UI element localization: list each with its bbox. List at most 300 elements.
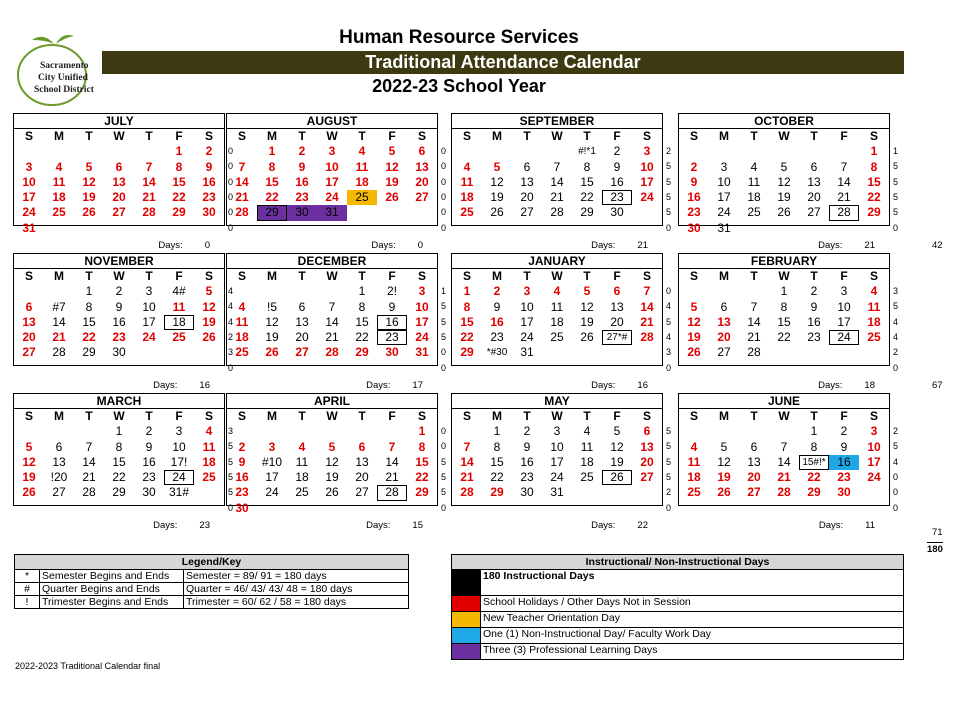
day-cell (347, 221, 377, 236)
day-cell: 13 (610, 299, 624, 314)
day-cell: 4 (870, 284, 878, 299)
day-cell: 18 (164, 315, 194, 330)
day-cell: 19 (610, 454, 624, 469)
day-cell (709, 284, 739, 299)
day-cell: 17 (520, 314, 534, 329)
day-cell: 17 (325, 174, 339, 189)
days-value: 21 (637, 240, 648, 251)
week-count: 5 (893, 207, 899, 218)
day-cell: 6 (750, 439, 758, 454)
day-cell: 12 (22, 454, 36, 469)
weekday-header: W (113, 269, 125, 283)
day-cell: 28 (142, 205, 156, 220)
legend-desc: Trimester Begins and Ends (40, 596, 184, 608)
weekday-header: S (689, 269, 698, 283)
days-count (211, 240, 423, 251)
day-cell: 19 (687, 330, 701, 345)
week-count: 0 (228, 502, 234, 513)
week-count: 1 (441, 286, 447, 296)
day-cell: 26 (385, 190, 399, 205)
days-value: 16 (199, 380, 210, 391)
day-cell: 21 (460, 470, 474, 485)
week-count: 4 (666, 331, 672, 342)
day-cell: 31 (317, 205, 347, 220)
day-cell (377, 205, 407, 220)
weekday-header: M (492, 409, 502, 423)
day-cell: 15 (82, 314, 96, 329)
day-cell: *#30 (486, 347, 508, 359)
day-cell: 19 (82, 190, 96, 205)
day-cell: 31 (717, 220, 731, 235)
day-cell (769, 144, 799, 159)
week-count: 0 (441, 362, 447, 373)
day-cell: 15 (580, 174, 594, 189)
weekday-header: T (583, 269, 591, 283)
day-cell: 21 (837, 190, 851, 205)
week-count: 5 (441, 331, 447, 342)
weekday-header: S (462, 269, 471, 283)
day-cell: 20 (112, 190, 126, 205)
day-cell: 18 (550, 314, 564, 329)
day-cell (44, 221, 74, 236)
days-label: Days: (153, 520, 178, 531)
day-cell (377, 424, 407, 439)
weekday-header: F (388, 409, 396, 423)
day-cell: 7 (643, 284, 651, 299)
day-cell (14, 361, 44, 376)
day-cell (347, 361, 377, 376)
day-cell: 11 (172, 299, 186, 314)
day-cell: 16 (202, 174, 216, 189)
day-cell: 26 (777, 205, 791, 220)
day-cell (572, 221, 602, 236)
day-cell: 14 (325, 314, 339, 329)
day-cell (407, 221, 437, 236)
day-cell: 20 (520, 190, 534, 205)
day-cell: 1 (810, 424, 818, 439)
day-cell: 11 (747, 174, 761, 189)
day-cell: 18 (747, 190, 761, 205)
day-cell (632, 361, 662, 376)
day-cell: 1 (268, 144, 276, 159)
week-count: 3 (228, 426, 234, 436)
day-cell: 27 (807, 205, 821, 220)
key-label: 180 Instructional Days (483, 570, 595, 582)
weekday-header: F (840, 269, 848, 283)
day-cell (572, 361, 602, 376)
day-cell: 28 (777, 485, 791, 500)
day-cell: 24 (142, 330, 156, 345)
day-cell: 3 (840, 284, 848, 299)
day-cell (347, 205, 377, 220)
weekday-header: S (417, 409, 426, 423)
day-cell: 4 (463, 159, 471, 174)
day-cell (829, 501, 859, 516)
day-cell: 30 (202, 205, 216, 220)
day-cell: 18 (52, 190, 66, 205)
week-count: 0 (228, 222, 234, 233)
days-count (211, 520, 423, 531)
day-cell: 11 (460, 174, 474, 189)
weekday-header: S (642, 409, 651, 423)
day-cell: 4# (172, 284, 186, 299)
day-cell: 9 (388, 299, 396, 314)
day-cell: 15 (460, 314, 474, 329)
day-cell: 10 (22, 174, 36, 189)
day-cell: 5 (493, 159, 501, 174)
week-count: 0 (228, 161, 234, 172)
day-cell (542, 501, 572, 516)
day-cell (257, 361, 287, 376)
weekday-header: T (358, 129, 366, 143)
day-cell: 13 (807, 174, 821, 189)
day-cell: 8 (463, 299, 471, 314)
day-cell: 4 (553, 284, 561, 299)
day-cell: 2 (205, 144, 213, 159)
day-cell (632, 205, 662, 220)
day-cell (572, 345, 602, 360)
week-count: 0 (441, 222, 447, 233)
day-cell: 1 (175, 144, 183, 159)
week-count: 5 (441, 487, 447, 498)
day-cell: 12 (610, 439, 624, 454)
day-cell (709, 144, 739, 159)
day-cell (317, 221, 347, 236)
day-cell: 29 (172, 205, 186, 220)
day-cell: 13 (22, 314, 36, 329)
day-cell: 27 (717, 345, 731, 360)
weekday-header: F (840, 409, 848, 423)
day-cell: 26 (82, 205, 96, 220)
days-label: Days: (818, 520, 844, 531)
day-cell: 12 (385, 159, 399, 174)
day-cell (859, 361, 889, 376)
day-cell: 14 (52, 314, 66, 329)
day-cell: 28 (377, 485, 407, 500)
svg-text:City Unified: City Unified (38, 73, 88, 83)
day-cell: 21 (385, 470, 399, 485)
day-cell (512, 501, 542, 516)
day-cell (44, 284, 74, 299)
day-cell: #!*1 (578, 146, 596, 158)
day-cell (257, 284, 287, 299)
day-cell (377, 361, 407, 376)
day-cell: 24 (164, 470, 194, 485)
day-cell: 23 (490, 330, 504, 345)
day-cell: #7 (52, 299, 66, 314)
month-name: SEPTEMBER (452, 114, 662, 129)
day-cell (377, 501, 407, 516)
day-cell: 20 (22, 330, 36, 345)
weekday-header: F (175, 129, 183, 143)
day-cell: 27 (415, 190, 429, 205)
day-cell (859, 345, 889, 360)
day-cell: 29 (82, 345, 96, 360)
week-count: 0 (666, 362, 672, 373)
day-cell (829, 221, 859, 236)
day-cell: 20 (415, 174, 429, 189)
month-name: FEBRUARY (679, 254, 889, 269)
day-cell: 3 (643, 144, 651, 159)
weekday-header: M (267, 409, 277, 423)
day-cell (769, 361, 799, 376)
day-cell: 2 (523, 424, 531, 439)
weekday-header: W (778, 269, 790, 283)
week-count: 0 (228, 362, 234, 373)
legend-symbol: ! (15, 596, 40, 608)
day-cell: 13 (52, 454, 66, 469)
day-cell: 7 (238, 159, 246, 174)
day-cell: 22 (867, 190, 881, 205)
day-cell (602, 345, 632, 360)
day-cell: 20 (717, 330, 731, 345)
key-row (452, 612, 903, 628)
day-cell (317, 284, 347, 299)
day-cell: 1 (493, 424, 501, 439)
day-cell: 17 (265, 470, 279, 485)
day-cell: 12 (490, 174, 504, 189)
weekday-header: W (113, 129, 125, 143)
day-cell: 20 (747, 470, 761, 485)
days-count (0, 520, 210, 531)
day-cell (452, 424, 482, 439)
day-cell: 10 (325, 159, 339, 174)
day-cell (104, 361, 134, 376)
day-cell: 30 (610, 205, 624, 220)
day-cell: 3 (175, 424, 183, 439)
day-cell (194, 501, 224, 516)
day-cell (347, 424, 377, 439)
day-cell (799, 221, 829, 236)
day-cell: 11 (550, 299, 564, 314)
day-cell (602, 501, 632, 516)
day-cell: 16 (687, 190, 701, 205)
day-cell (602, 485, 632, 500)
day-cell (859, 221, 889, 236)
day-cell (407, 501, 437, 516)
day-cell: 13 (355, 454, 369, 469)
day-cell: 26 (602, 470, 632, 485)
day-cell: 1 (870, 144, 878, 159)
day-cell (194, 221, 224, 236)
day-cell: 15 (172, 174, 186, 189)
day-cell: 22 (807, 470, 821, 485)
day-cell: 30 (837, 485, 851, 500)
days-label: Days: (366, 380, 391, 391)
legend-row (15, 596, 408, 608)
week-count: 5 (666, 426, 672, 436)
day-cell: 23 (377, 330, 407, 345)
week-count: 5 (441, 301, 447, 312)
day-cell: 29 (807, 485, 821, 500)
weekday-header: M (492, 269, 502, 283)
week-count: 0 (666, 502, 672, 513)
day-cell: 11 (202, 439, 216, 454)
page-title: Human Resource Services (339, 27, 579, 48)
day-cell (829, 144, 859, 159)
day-cell: 22 (82, 330, 96, 345)
day-cell: 3 (328, 144, 336, 159)
weekday-header: F (840, 129, 848, 143)
weekday-header: T (750, 129, 758, 143)
day-cell: 19 (265, 330, 279, 345)
day-cell (542, 345, 572, 360)
day-cell (632, 221, 662, 236)
week-count: 5 (441, 456, 447, 467)
day-cell: 5 (388, 144, 396, 159)
day-cell: 10 (867, 439, 881, 454)
days-count (436, 240, 648, 251)
day-cell (74, 424, 104, 439)
day-cell (799, 345, 829, 360)
day-cell: 14 (777, 454, 791, 469)
day-cell (679, 501, 709, 516)
day-cell: 19 (580, 314, 594, 329)
weekday-header: S (462, 129, 471, 143)
day-cell (769, 345, 799, 360)
day-cell: 28 (640, 330, 654, 345)
day-cell: 28 (235, 205, 249, 220)
week-count: 0 (441, 191, 447, 202)
week-count: 5 (441, 471, 447, 482)
day-cell: 8 (418, 439, 426, 454)
day-cell: 24 (550, 470, 564, 485)
day-cell: 27*# (602, 330, 632, 345)
day-cell: 6 (720, 299, 728, 314)
day-cell: 22 (777, 330, 791, 345)
day-cell: 23 (112, 330, 126, 345)
day-cell (227, 284, 257, 299)
weekday-header: T (810, 129, 818, 143)
day-cell: 28 (82, 485, 96, 500)
day-cell: 26 (22, 485, 36, 500)
svg-text:Sacramento: Sacramento (40, 61, 89, 71)
week-count: 2 (228, 331, 234, 342)
weekday-header: T (145, 129, 153, 143)
day-cell: 12 (717, 454, 731, 469)
weekday-header: W (326, 409, 338, 423)
week-count: 5 (666, 176, 672, 187)
day-cell (134, 501, 164, 516)
day-cell (452, 221, 482, 236)
day-cell (739, 501, 769, 516)
legend-symbol: * (15, 570, 40, 582)
day-cell: 8 (268, 159, 276, 174)
month-august (226, 113, 438, 226)
day-cell: 19 (385, 174, 399, 189)
day-cell: 28 (747, 345, 761, 360)
week-count: 0 (893, 471, 899, 482)
day-cell: 10 (640, 159, 654, 174)
day-cell: 2 (238, 439, 246, 454)
week-count: 5 (893, 161, 899, 172)
week-count: 0 (893, 362, 899, 373)
day-cell: 2 (115, 284, 123, 299)
school-year: 2022-23 School Year (372, 76, 546, 96)
day-cell: 18 (295, 470, 309, 485)
days-value: 17 (412, 380, 423, 391)
day-cell (829, 361, 859, 376)
day-cell: 5 (205, 284, 213, 299)
day-cell: 24 (325, 190, 339, 205)
day-cell: 30 (687, 220, 701, 235)
day-cell: 8 (115, 439, 123, 454)
day-cell (317, 361, 347, 376)
month-name: APRIL (227, 394, 437, 409)
day-cell: 6 (298, 299, 306, 314)
day-cell: 17 (640, 174, 654, 189)
week-count: 5 (893, 441, 899, 452)
days-value: 21 (864, 240, 875, 251)
week-count: 0 (441, 426, 447, 436)
week-count: 5 (893, 301, 899, 312)
day-cell: 27 (355, 485, 369, 500)
day-cell: 29 (257, 205, 287, 220)
weekday-header: T (85, 269, 93, 283)
day-cell: 6 (418, 144, 426, 159)
day-cell (859, 501, 889, 516)
weekday-header: M (267, 129, 277, 143)
week-count: 4 (893, 331, 899, 342)
day-cell: 30 (142, 485, 156, 500)
week-count: 0 (441, 146, 447, 156)
day-cell: 17 (867, 454, 881, 469)
day-cell: 25 (747, 205, 761, 220)
day-cell: 31 (22, 220, 36, 235)
day-cell: 9 (238, 454, 246, 469)
day-cell: 22 (265, 190, 279, 205)
day-cell: 15 (355, 314, 369, 329)
day-cell: 28 (829, 205, 859, 220)
day-cell: 29 (580, 205, 594, 220)
weekday-header: M (719, 269, 729, 283)
month-name: NOVEMBER (14, 254, 224, 269)
day-cell: 25 (172, 330, 186, 345)
weekday-header: T (523, 409, 531, 423)
key-row (452, 570, 903, 596)
day-cell (482, 144, 512, 159)
week-count: 0 (441, 441, 447, 452)
days-label: Days: (591, 520, 616, 531)
day-cell: 19 (490, 190, 504, 205)
day-cell: #10 (261, 454, 283, 469)
weekday-header: T (358, 409, 366, 423)
day-cell: 10 (717, 174, 731, 189)
week-count: 4 (893, 316, 899, 327)
week-count: 0 (441, 207, 447, 218)
day-cell: 11 (867, 299, 881, 314)
legend-value: Semester = 89/ 91 = 180 days (186, 570, 327, 582)
day-cell: 17 (22, 190, 36, 205)
day-cell (859, 485, 889, 500)
day-cell (407, 361, 437, 376)
color-swatch (452, 644, 481, 659)
day-cell: 21 (640, 314, 654, 329)
day-cell: 15 (867, 174, 881, 189)
day-cell: 14 (550, 174, 564, 189)
day-cell: 22 (580, 190, 594, 205)
day-cell: 23 (202, 190, 216, 205)
weekday-header: S (204, 269, 213, 283)
day-cell (104, 501, 134, 516)
week-count: 3 (228, 347, 234, 358)
day-cell: 9 (810, 299, 818, 314)
day-cell: 30 (235, 500, 249, 515)
day-cell: 24 (640, 190, 654, 205)
day-cell (512, 361, 542, 376)
day-cell: 4 (298, 439, 306, 454)
weekday-header: S (417, 129, 426, 143)
